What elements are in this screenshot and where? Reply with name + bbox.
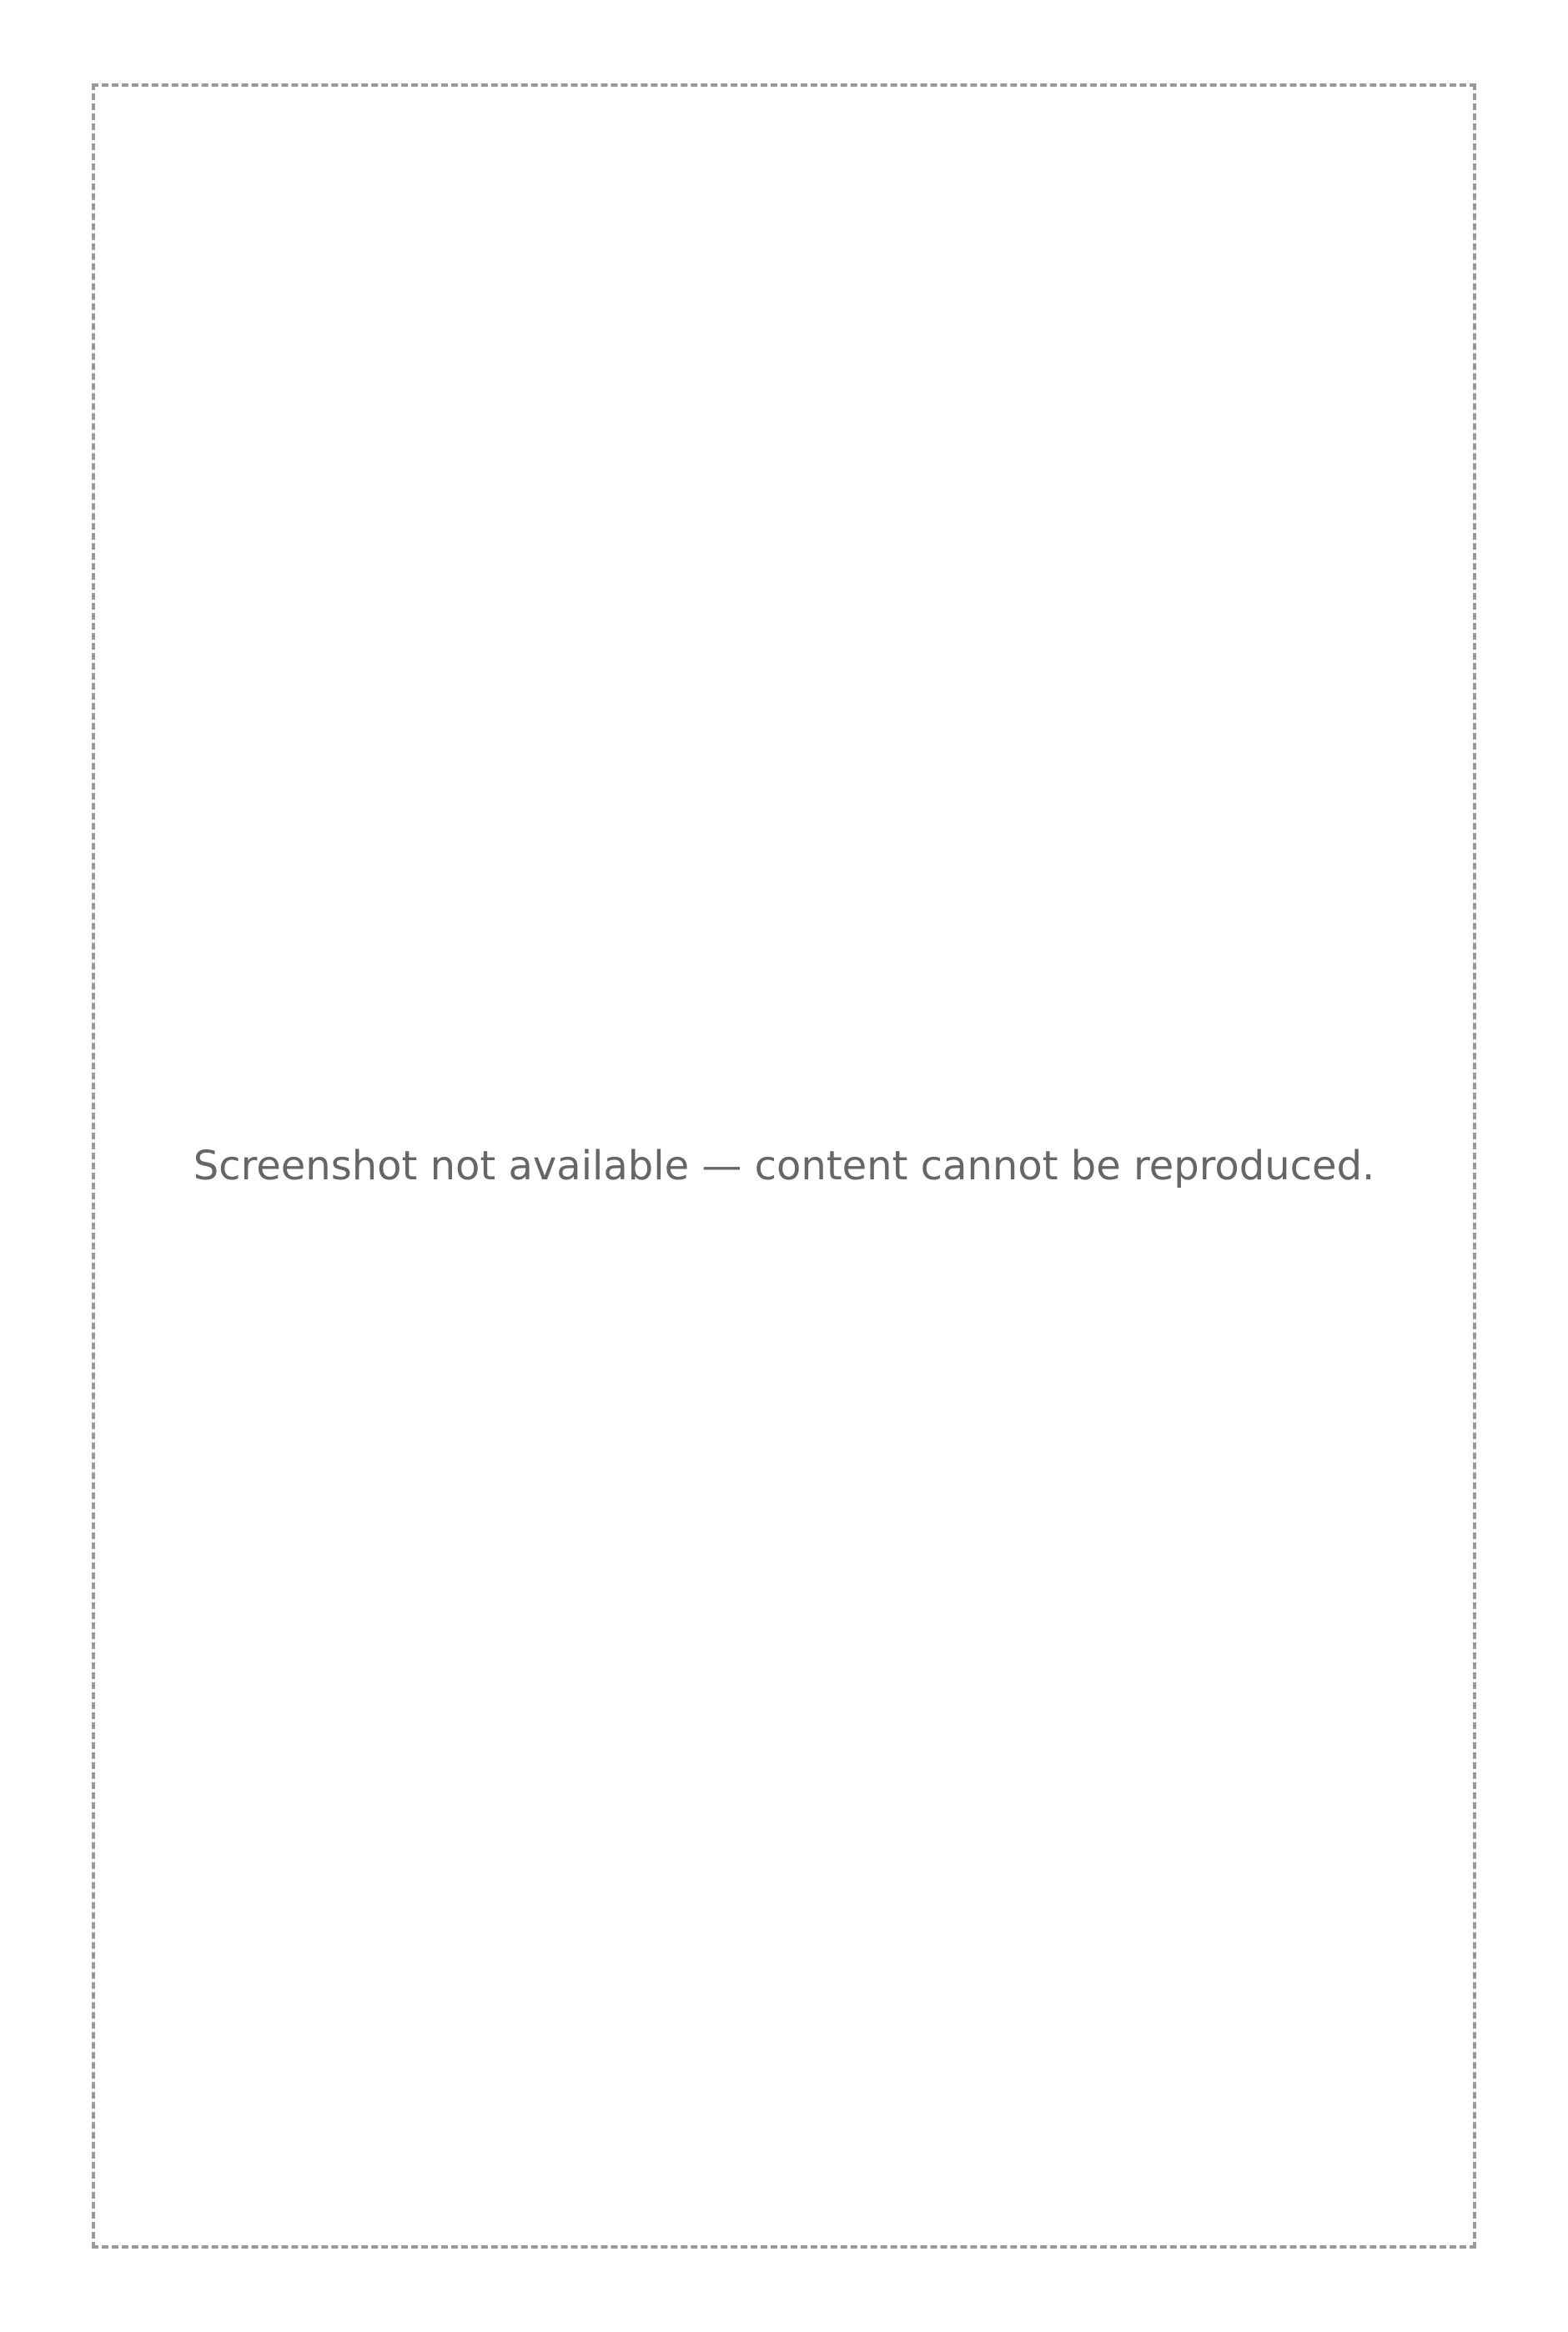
placeholder-notice: Screenshot not available — content cannot be reproduced. xyxy=(193,1143,1375,1189)
missing-content-placeholder xyxy=(92,83,1476,2249)
